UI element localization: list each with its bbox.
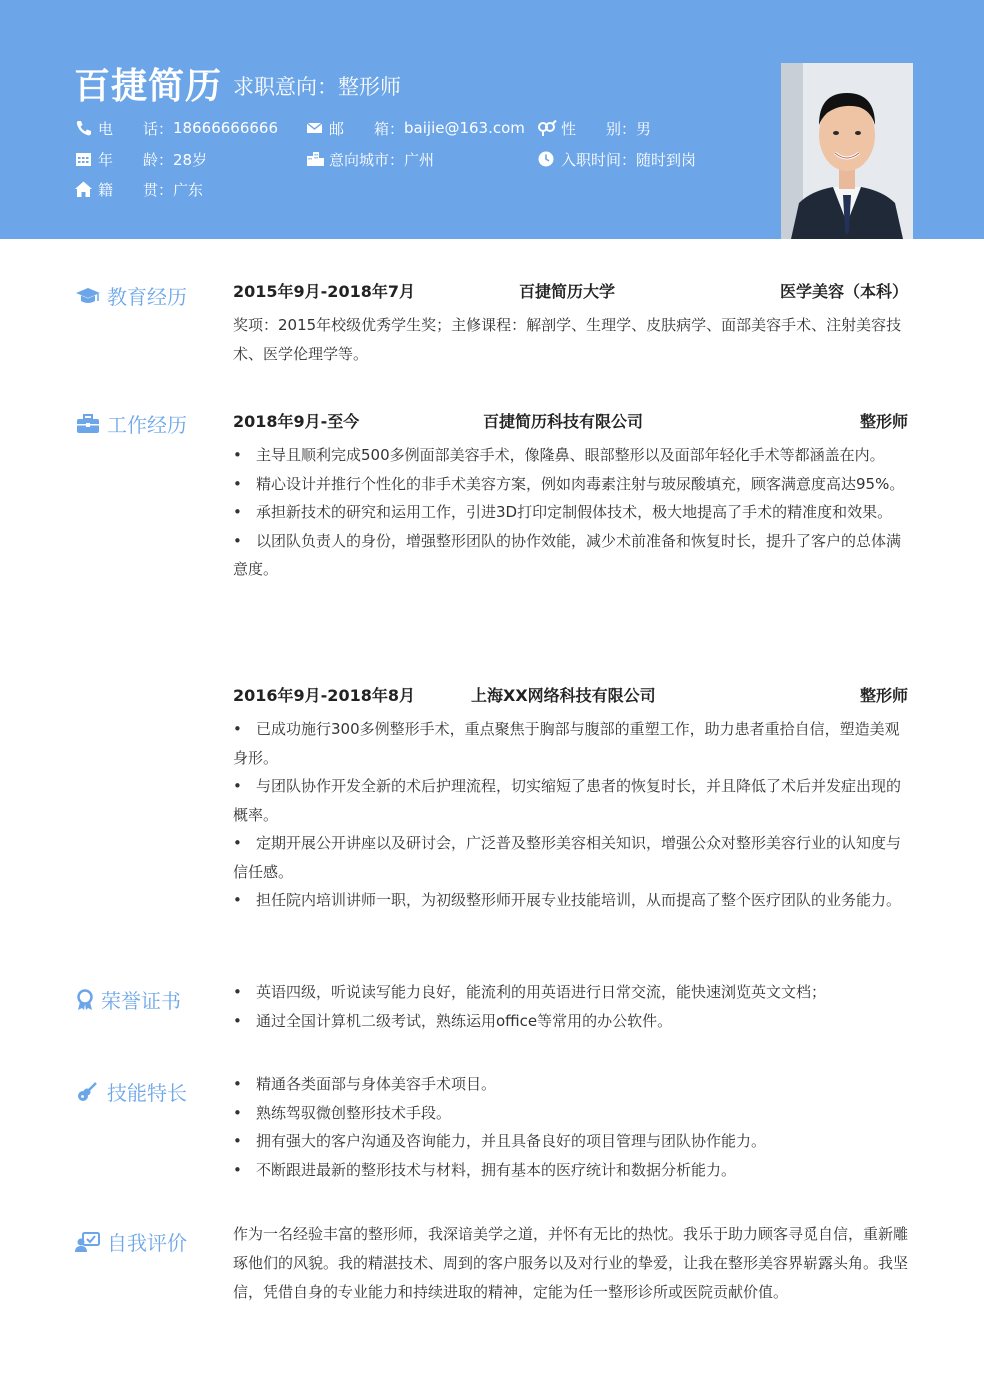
list-item: • 主导且顺利完成500多例面部美容手术，像隆鼻、眼部整形以及面部年轻化手术等都涵盖在内。 [233, 446, 885, 464]
section-education-label: 教育经历 [107, 285, 187, 309]
skills-bullets [233, 1070, 909, 1184]
info-hometown [74, 179, 203, 199]
self-evaluation-text: 作为一名经验丰富的整形师，我深谙美学之道，并怀有无比的热忱。我乐于助力顾客寻觅自信，重新雕琢他们的风貌。我的精湛技术、周到的客户服务以及对行业的挚爱，让我在整形美容界崭露头角。我坚信，凭借自身的专业能力和持续进取的精神，定能为任一整形诊所或医院贡献价值。 [233, 1225, 909, 1301]
info-start [537, 149, 696, 169]
job-period: 2018年9月-至今 [233, 412, 360, 431]
education-head [233, 279, 908, 303]
job-role: 整形师 [859, 412, 908, 431]
city-label: 意向城市： [329, 150, 405, 169]
list-item: • 不断跟进最新的整形技术与材料，拥有基本的医疗统计和数据分析能力。 [233, 1160, 737, 1179]
section-work-title [75, 409, 187, 438]
section-honors-label: 荣誉证书 [101, 989, 181, 1013]
list-item: • 已成功施行300多例整形手术，重点聚焦于胸部与腹部的重塑工作，助力患者重拾自信，塑造美观身形。 [233, 720, 900, 767]
gender-label: 性 别： [561, 119, 637, 138]
guitar-icon [75, 1081, 101, 1103]
briefcase-icon [75, 413, 101, 435]
honors-bullets [233, 978, 909, 1035]
education-desc: 奖项：2015年校级优秀学生奖；主修课程：解剖学、生理学、皮肤病学、面部美容手术、注射美容技术、医学伦理学等。 [233, 316, 902, 363]
list-item: • 承担新技术的研究和运用工作，引进3D打印定制假体技术，极大地提高了手术的精准度和效果。 [233, 503, 893, 521]
city-value: 广州 [404, 150, 435, 169]
hometown-value: 广东 [173, 180, 204, 199]
profile-photo [781, 63, 913, 239]
email-value: baijie@163.com [404, 119, 525, 137]
resume-brand: 百捷简历 [74, 66, 223, 107]
section-skills-label: 技能特长 [107, 1081, 187, 1105]
job-1-bullets [233, 441, 909, 584]
home-icon [74, 180, 94, 198]
gender-icon [537, 119, 557, 137]
info-gender [537, 118, 651, 138]
job-company: 百捷简历科技有限公司 [483, 412, 644, 431]
hometown-label: 籍 贯： [98, 180, 174, 199]
phone-icon [74, 119, 94, 137]
section-education-title [75, 281, 187, 310]
section-honors-title [75, 985, 181, 1014]
list-item: • 与团队协作开发全新的术后护理流程，切实缩短了患者的恢复时长，并且降低了术后并发症出现的概率。 [233, 777, 902, 824]
email-label: 邮 箱： [329, 119, 405, 138]
award-icon [75, 989, 95, 1011]
list-item: • 拥有强大的客户沟通及咨询能力，并且具备良好的项目管理与团队协作能力。 [233, 1132, 767, 1150]
phone-value: 18666666666 [173, 119, 278, 137]
section-self-title [75, 1227, 187, 1256]
info-phone [74, 118, 278, 138]
mail-icon [305, 119, 325, 137]
job-period: 2016年9月-2018年8月 [233, 686, 415, 705]
age-label: 年 龄： [98, 150, 174, 169]
age-value: 28岁 [173, 150, 208, 169]
calendar-icon [74, 150, 94, 168]
list-item: • 定期开展公开讲座以及研讨会，广泛普及整形美容相关知识，增强公众对整形美容行业的认知度与信任感。 [233, 834, 902, 881]
list-item: • 精心设计并推行个性化的非手术美容方案，例如肉毒素注射与玻尿酸填充，顾客满意度高达95%。 [233, 474, 905, 493]
job-intent: 求职意向：整形师 [233, 75, 401, 99]
list-item: • 英语四级，听说读写能力良好，能流利的用英语进行日常交流，能快速浏览英文文档； [233, 983, 827, 1001]
section-skills-title [75, 1077, 187, 1106]
header-banner [0, 0, 984, 239]
gender-value: 男 [636, 119, 652, 138]
start-value: 随时到岗 [636, 150, 697, 169]
clock-icon [537, 150, 557, 168]
phone-label: 电 话： [98, 119, 174, 138]
graduation-cap-icon [75, 285, 101, 307]
job-head [233, 409, 908, 433]
start-label: 入职时间： [561, 150, 637, 169]
job-head [233, 683, 908, 707]
list-item: • 通过全国计算机二级考试，熟练运用office等常用的办公软件。 [233, 1011, 673, 1030]
self-review-icon [75, 1231, 101, 1253]
job-company: 上海XX网络科技有限公司 [471, 686, 656, 705]
city-icon [305, 150, 325, 168]
info-city [305, 149, 434, 169]
job-role: 整形师 [859, 686, 908, 705]
info-email [305, 118, 525, 138]
list-item: • 精通各类面部与身体美容手术项目。 [233, 1075, 497, 1093]
list-item: • 担任院内培训讲师一职，为初级整形师开展专业技能培训，从而提高了整个医疗团队的业务能力。 [233, 891, 902, 909]
education-period: 2015年9月-2018年7月 [233, 282, 415, 301]
list-item: • 以团队负责人的身份，增强整形团队的协作效能，减少术前准备和恢复时长，提升了客户的总体满意度。 [233, 531, 902, 578]
education-major: 医学美容（本科） [779, 282, 908, 301]
list-item: • 熟练驾驭微创整形技术手段。 [233, 1103, 452, 1122]
section-self-label: 自我评价 [107, 1231, 187, 1255]
education-school: 百捷简历大学 [519, 282, 616, 301]
info-age [74, 149, 207, 169]
job-2-bullets [233, 715, 909, 915]
section-work-label: 工作经历 [107, 413, 187, 437]
